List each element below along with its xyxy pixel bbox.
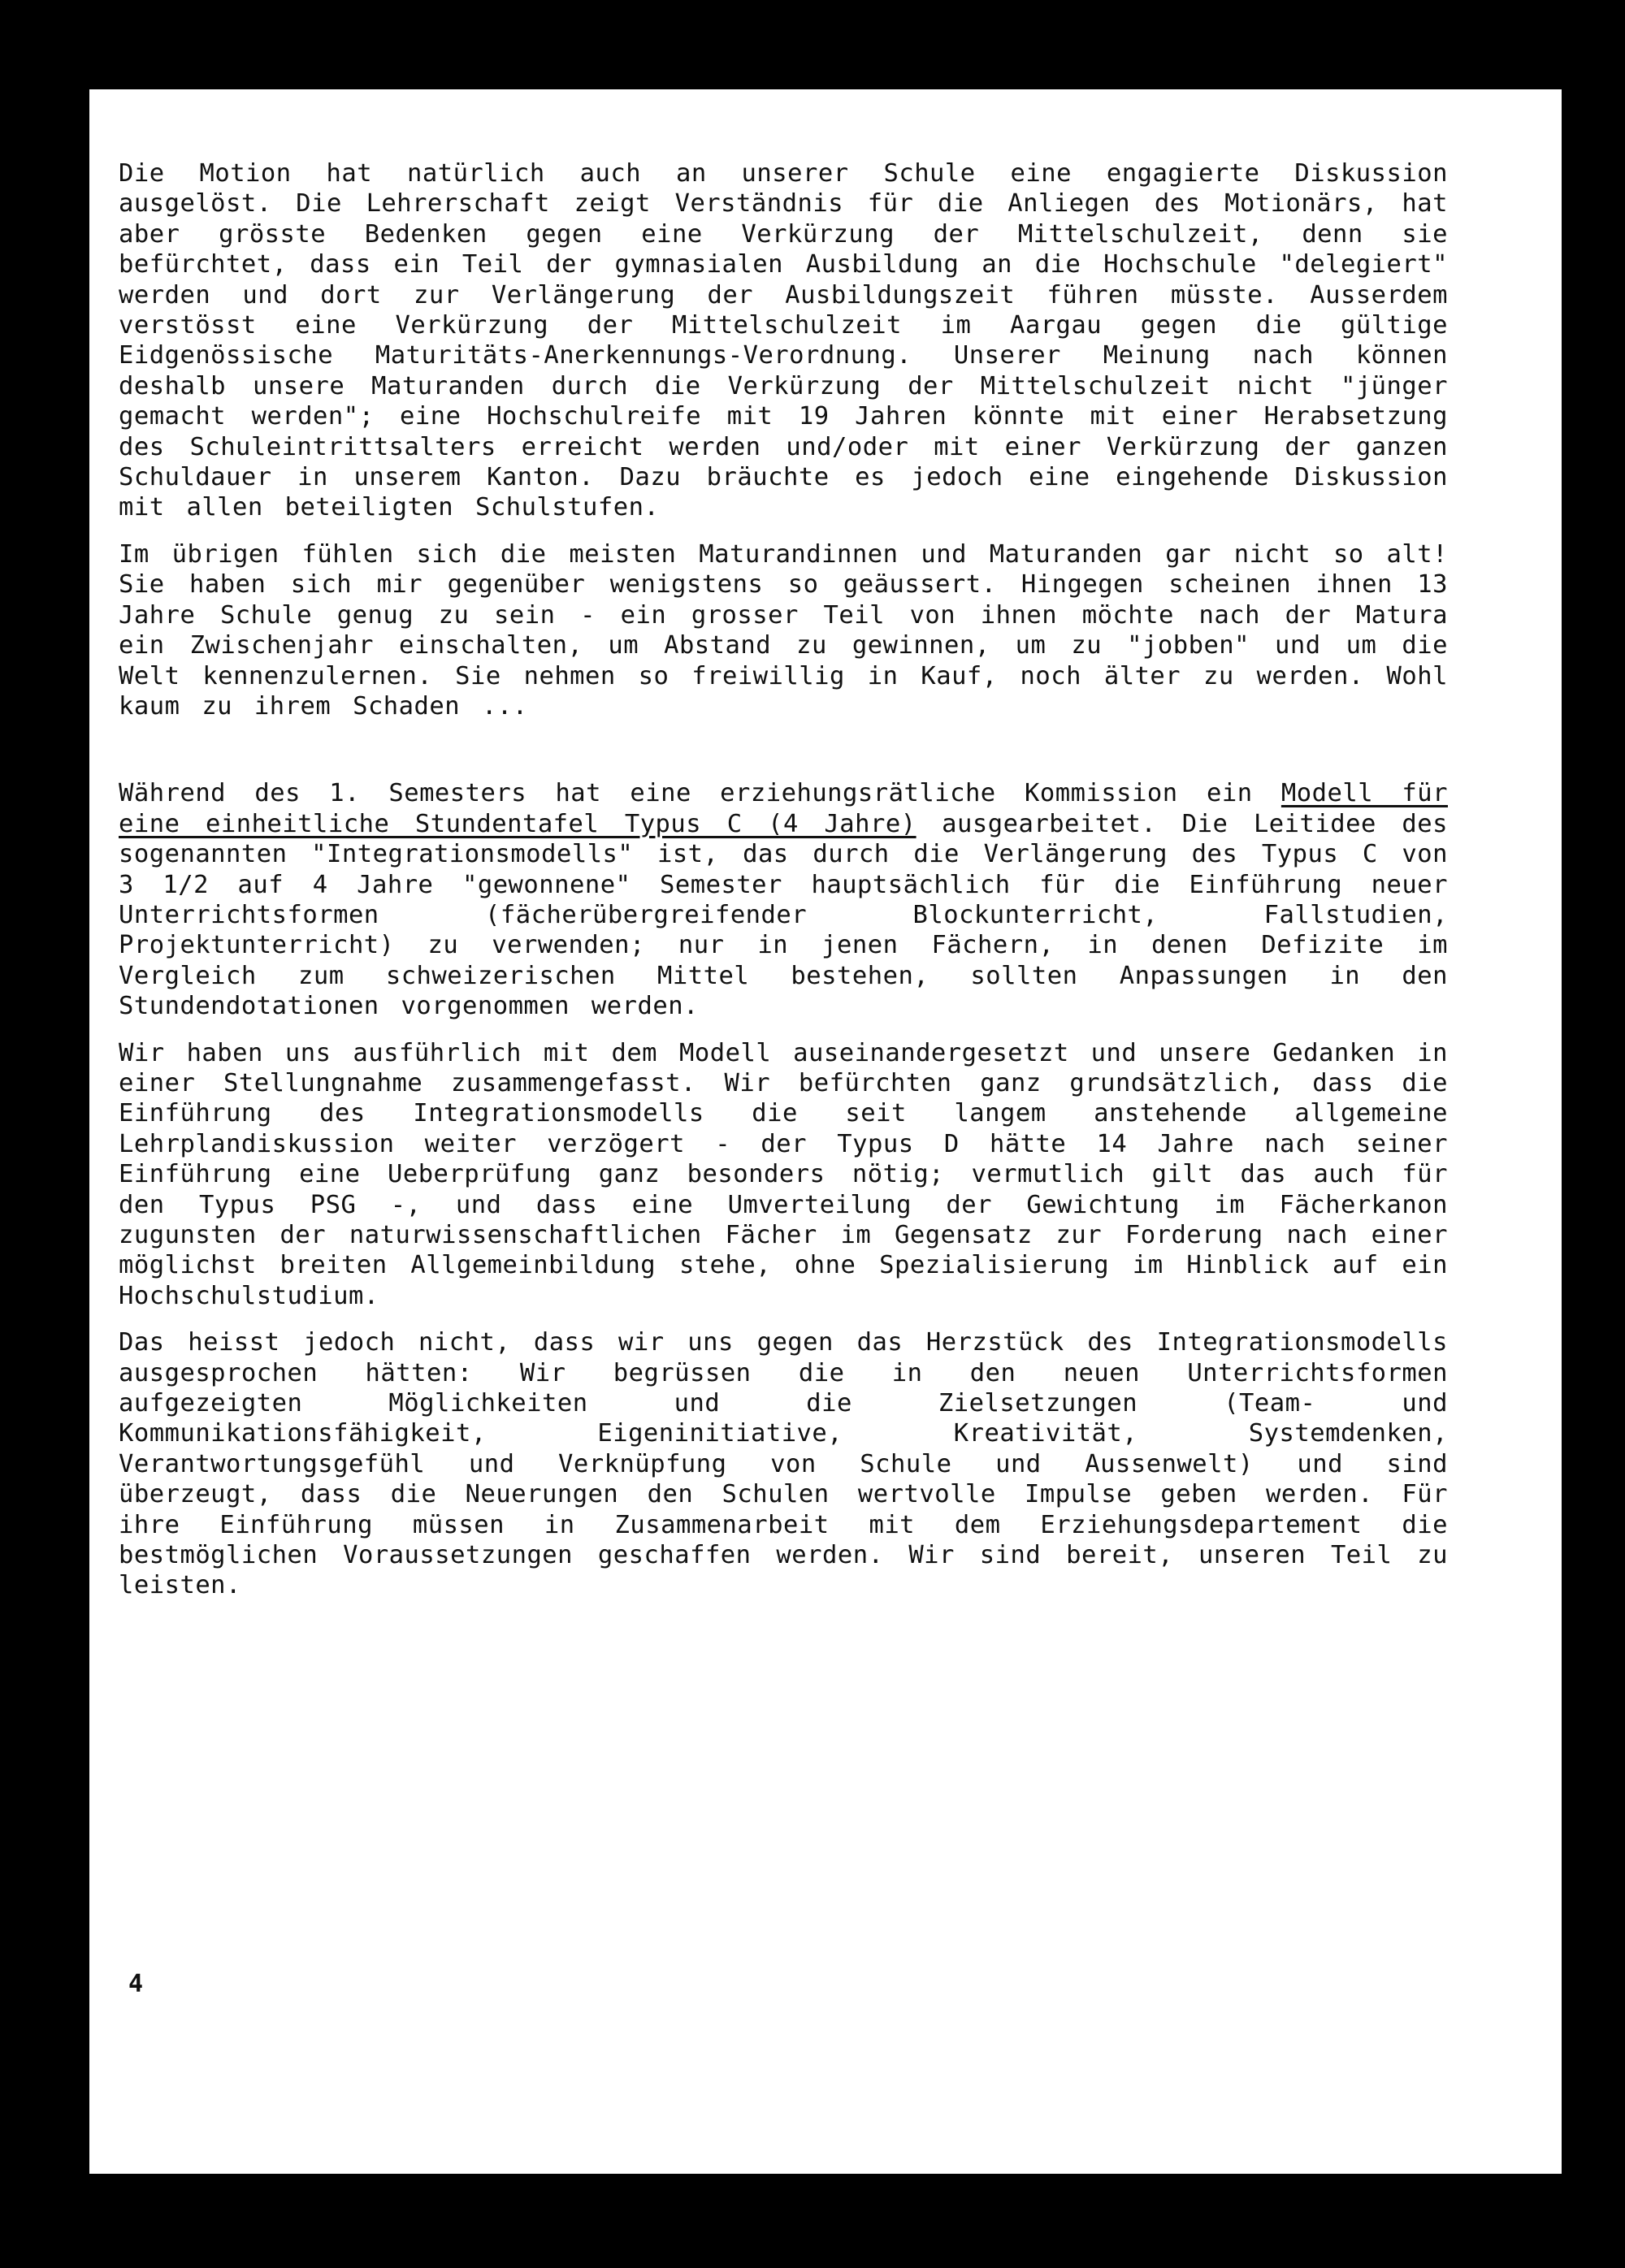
underlined-model-title: Modell für eine einheitliche Stundentafel Typus C (4 Jahre) xyxy=(119,779,1448,838)
page-number: 4 xyxy=(128,1970,144,1998)
paragraph-students-age: Im übrigen fühlen sich die meisten Maturandinnen und Maturanden gar nicht so alt! Sie haben sich mir gegenüber wenigstens so geäussert. Hingegen scheinen ihnen 13 Jahre Schule genug zu sein - ein grosser Teil von ihnen möchte nach der Matura ein Zwischenjahr einschalten, um Abstand zu gewinnen, um zu "jobben" und um die Welt kennenzulernen. Sie nehmen so freiwillig in Kauf, noch älter zu werden. Wohl kaum zu ihrem Schaden ... xyxy=(119,539,1448,721)
paragraph-motion-discussion: Die Motion hat natürlich auch an unserer Schule eine engagierte Diskussion ausgelöst. Die Lehrerschaft zeigt Verständnis für die Anliegen des Motionärs, hat aber grösste Bedenken gegen eine Verkürzung der Mittelschulzeit, denn sie befürchtet, dass ein Teil der gymnasialen Ausbildung an die Hochschule "delegiert" werden und dort zur Verlängerung der Ausbildungszeit führen müsste. Ausserdem verstösst eine Verkürzung der Mittelschulzeit im Aargau gegen die gültige Eidgenössische Maturitäts-Anerkennungs-Verordnung. Unserer Meinung nach können deshalb unsere Maturanden durch die Verkürzung der Mittelschulzeit nicht "jünger gemacht werden"; eine Hochschulreife mit 19 Jahren könnte mit einer Herabsetzung des Schuleintrittsalters erreicht werden und/oder mit einer Verkürzung der ganzen Schuldauer in unserem Kanton. Dazu bräuchte es jedoch eine eingehende Diskussion mit allen beteiligten Schulstufen. xyxy=(119,159,1448,522)
paragraph-statement: Wir haben uns ausführlich mit dem Modell auseinandergesetzt und unsere Gedanken in einer Stellungnahme zusammengefasst. Wir befürchten ganz grundsätzlich, dass die Einführung des Integrationsmodells die seit langem anstehende allgemeine Lehrplandiskussion weiter verzögert - der Typus D hätte 14 Jahre nach seiner Einführung eine Ueberprüfung ganz besonders nötig; vermutlich gilt das auch für den Typus PSG -, und dass eine Umverteilung der Gewichtung im Fächerkanon zugunsten der naturwissenschaftlichen Fächer im Gegensatz zur Forderung nach einer möglichst breiten Allgemeinbildung stehe, ohne Spezialisierung im Hinblick auf ein Hochschulstudium. xyxy=(119,1038,1448,1310)
paragraph-integration-model-rest: ausgearbeitet. Die Leitidee des sogenannten "Integrationsmodells" ist, das durch die Verlängerung des Typus C von 3 1/2 auf 4 Jahre "gewonnene" Semester hauptsächlich für die Einführung neuer Unterrichtsformen (fächerübergreifender Blockunterricht, Fallstudien, Projektunterricht) zu verwenden; nur in jenen Fächern, in denen Defizite im Vergleich zum schweizerischen Mittel bestehen, sollten Anpassungen in den Stundendotationen vorgenommen werden. xyxy=(119,809,1448,1021)
paragraph-support: Das heisst jedoch nicht, dass wir uns gegen das Herzstück des Integrationsmodells ausgesprochen hätten: Wir begrüssen die in den neuen Unterrichtsformen aufgezeigten Möglichkeiten und die Zielsetzungen (Team- und Kommunikationsfähigkeit, Eigeninitiative, Kreativität, Systemdenken, Verantwortungsgefühl und Verknüpfung von Schule und Aussenwelt) und sind überzeugt, dass die Neuerungen den Schulen wertvolle Impulse geben werden. Für ihre Einführung müssen in Zusammenarbeit mit dem Erziehungsdepartement die bestmöglichen Voraussetzungen geschaffen werden. Wir sind bereit, unseren Teil zu leisten. xyxy=(119,1328,1448,1600)
paragraph-integration-model xyxy=(119,778,1448,1021)
body-text xyxy=(119,158,1448,1601)
paragraph-integration-model-intro: Während des 1. Semesters hat eine erziehungsrätliche Kommission ein xyxy=(119,779,1281,808)
